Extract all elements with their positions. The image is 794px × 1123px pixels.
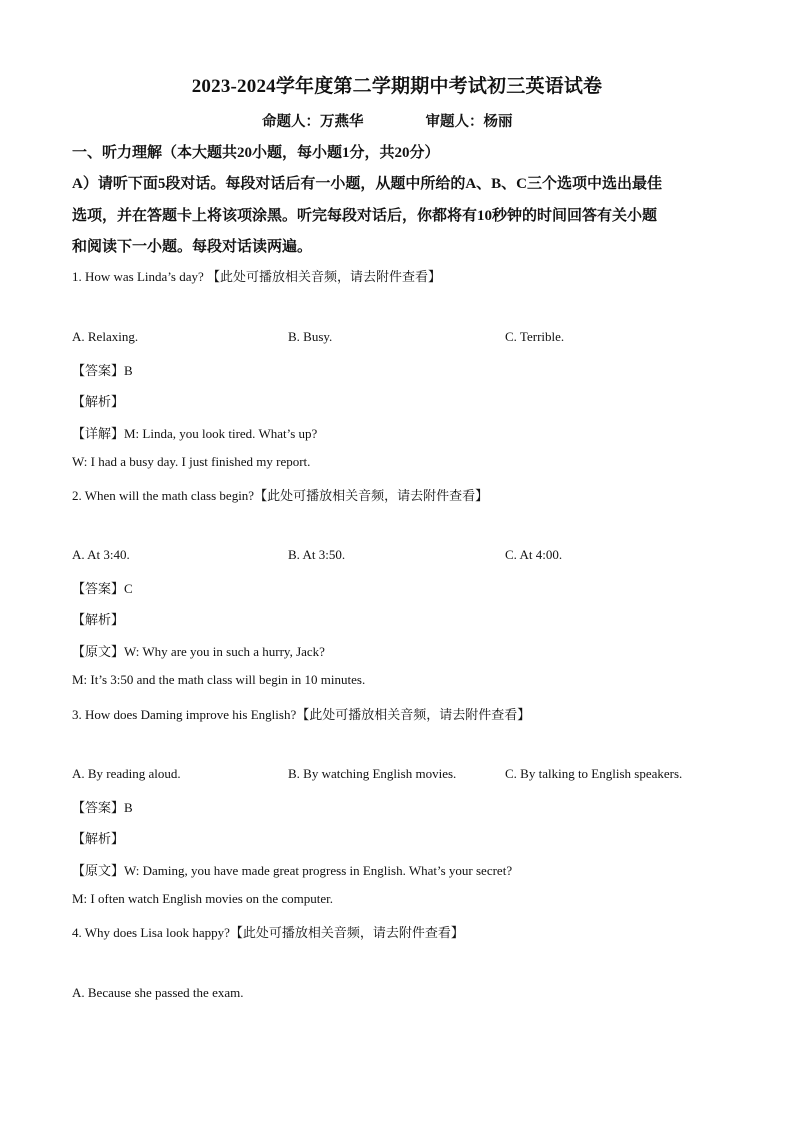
question-2-option-a: A. At 3:40.: [72, 547, 130, 562]
question-3-stem: 3. How does Daming improve his English?【此处可播放相关音频，请去附件查看】: [72, 707, 531, 722]
question-1-answer: 【答案】B: [72, 363, 133, 378]
question-2-analysis: 【解析】: [72, 612, 125, 627]
section-heading: 一、听力理解（本大题共20小题，每小题1分，共20分）: [72, 145, 440, 161]
question-3-option-a: A. By reading aloud.: [72, 766, 181, 781]
question-3-answer: 【答案】B: [72, 800, 133, 815]
setter-label: 命题人：万燕华: [262, 114, 364, 130]
question-3-option-b: B. By watching English movies.: [288, 766, 457, 781]
question-2-option-b: B. At 3:50.: [288, 547, 346, 562]
question-1-script-1: 【详解】M: Linda, you look tired. What’s up?: [72, 426, 318, 441]
question-1-stem: 1. How was Linda’s day? 【此处可播放相关音频，请去附件查看】: [72, 269, 442, 284]
question-1-option-b: B. Busy.: [288, 329, 333, 344]
question-2-answer: 【答案】C: [72, 581, 133, 596]
reviewer-label: 审题人：杨丽: [425, 114, 513, 130]
question-2-script-1: 【原文】W: Why are you in such a hurry, Jack?: [72, 644, 325, 659]
instruction-line-3: 和阅读下一小题。每段对话读两遍。: [72, 239, 313, 255]
question-1-analysis: 【解析】: [72, 394, 125, 409]
question-1-script-2: W: I had a busy day. I just finished my report.: [72, 454, 311, 469]
question-3-analysis: 【解析】: [72, 831, 125, 846]
question-3-option-c: C. By talking to English speakers.: [505, 766, 683, 781]
question-4-stem: 4. Why does Lisa look happy?【此处可播放相关音频，请去附件查看】: [72, 925, 464, 940]
question-1-option-c: C. Terrible.: [505, 329, 565, 344]
question-3-script-1: 【原文】W: Daming, you have made great progress in English. What’s your secret?: [72, 863, 513, 878]
question-4-option-a: A. Because she passed the exam.: [72, 985, 244, 1000]
question-2-stem: 2. When will the math class begin?【此处可播放相关音频，请去附件查看】: [72, 488, 489, 503]
instruction-line-2: 选项，并在答题卡上将该项涂黑。听完每段对话后，你都将有10秒钟的时间回答有关小题: [72, 208, 658, 224]
authors-line: [262, 110, 513, 131]
question-3-script-2: M: I often watch English movies on the computer.: [72, 891, 334, 906]
question-2-option-c: C. At 4:00.: [505, 547, 563, 562]
instruction-line-1: A）请听下面5段对话。每段对话后有一小题，从题中所给的A、B、C三个选项中选出最佳: [72, 176, 663, 192]
question-2-script-2: M: It’s 3:50 and the math class will begin in 10 minutes.: [72, 672, 366, 687]
page-title: 2023-2024学年度第二学期期中考试初三英语试卷: [191, 76, 603, 97]
question-1-option-a: A. Relaxing.: [72, 329, 139, 344]
